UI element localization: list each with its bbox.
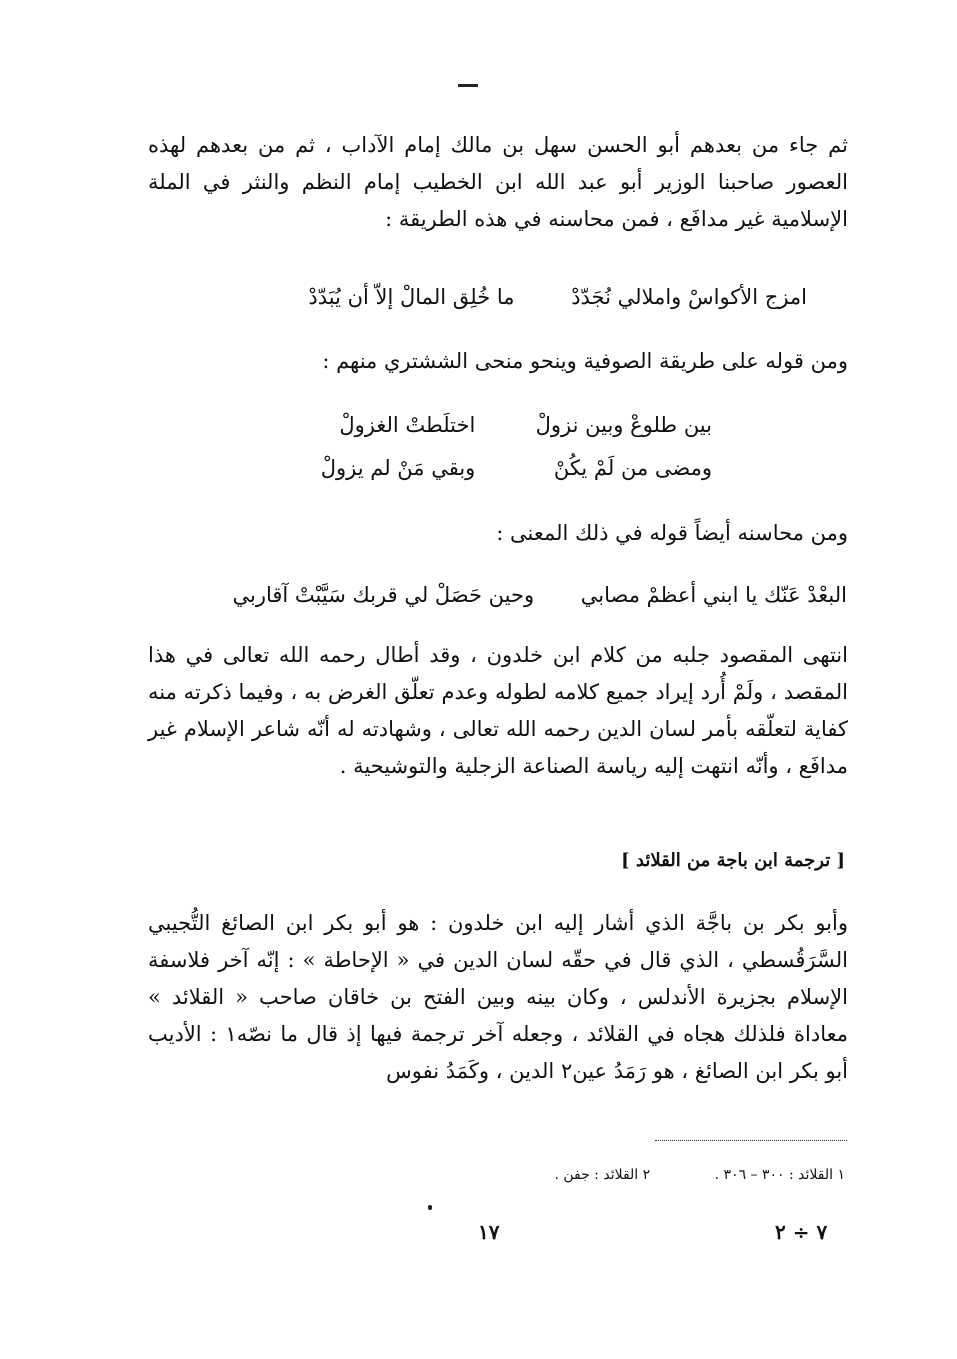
paragraph-text: ومن محاسنه أيضاً قوله في ذلك المعنى : bbox=[496, 521, 848, 545]
paragraph-conclusion bbox=[148, 637, 848, 785]
paragraph-text: وأبو بكر بن باجَّة الذي أشار إليه ابن خلدون : هو أبو بكر ابن الصائغ التُّجيبي السَّرَقُسطي ، الذي قال في حقّه لسان الدين في « الإحاطة » : إنّه آخر فلاسفة الإسلام بجزيرة الأندلس ، وكان بينه وبين الفتح بن خاقان صاحب « القلائد » معاداة فلذلك هجاه في القلائد ، وجعله آخر ترجمة فيها إذ قال ما نصّه١ : الأديب أبو بكر ابن الصائغ ، هو رَمَدُ عين٢ الدين ، وكَمَدُ نفوس bbox=[148, 911, 848, 1083]
paragraph-text: ثم جاء من بعدهم أبو الحسن سهل بن مالك إمام الآداب ، ثم من بعدهم لهذه العصور صاحبنا الوزير أبو عبد الله ابن الخطيب إمام النظم والنثر في الملة الإسلامية غير مدافَع ، فمن محاسنه في هذه الطريقة : bbox=[148, 133, 848, 231]
footnote-2: ٢ القلائد : جفن . bbox=[554, 1167, 651, 1183]
paragraph-text: انتهى المقصود جلبه من كلام ابن خلدون ، وقد أطال رحمه الله تعالى في هذا المقصد ، ولَمْ أُرد إيراد جميع كلامه لطوله وعدم تعلّق الغرض به ، وفيما ذكرته منه كفاية لتعلّقه بأمر لسان الدين رحمه الله تعالى ، وشهادته له أنّه شاعر الإسلام غير مدافَع ، وأنّه انتهت إليه رياسة الصناعة الزجلية والتوشيحية . bbox=[148, 643, 848, 778]
verse-second-hemistich: وبقي مَنْ لم يزولْ bbox=[320, 456, 476, 480]
header-dash bbox=[458, 84, 478, 87]
verse-second-hemistich: اختلَطتْ الغزولْ bbox=[339, 413, 476, 437]
signature-mark: ٧ ÷ ٢ bbox=[775, 1220, 828, 1244]
verse-first-hemistich: امزج الأكواسْ واملالي نُجَدّدْ bbox=[571, 285, 807, 309]
paragraph-intro bbox=[148, 127, 848, 238]
verse-1 bbox=[308, 277, 807, 317]
paragraph-text: ومن قوله على طريقة الصوفية وينحو منحى الششتري منهم : bbox=[322, 349, 848, 373]
verse-2 bbox=[339, 405, 712, 445]
paragraph-also bbox=[148, 515, 848, 552]
page-number: ١٧ bbox=[478, 1220, 500, 1244]
verse-second-hemistich: ما خُلِق المالْ إلاّ أن يُبَدّدْ bbox=[308, 285, 515, 309]
verse-first-hemistich: ومضى من لَمْ يكُنْ bbox=[553, 456, 712, 480]
verse-first-hemistich: بين طلوعْ وبين نزولْ bbox=[535, 413, 712, 437]
verse-first-hemistich: البعْدْ عَنّك يا ابني أعظمْ مصابي bbox=[580, 583, 847, 607]
verse-4 bbox=[232, 575, 847, 615]
footnote-separator bbox=[655, 1140, 847, 1141]
verse-second-hemistich: وحين حَصَلْ لي قربك سَيَّبْتْ آقاربي bbox=[232, 583, 535, 607]
verse-3 bbox=[321, 448, 712, 488]
section-heading: [ ترجمة ابن باجة من القلائد ] bbox=[621, 850, 845, 871]
paragraph-sufi bbox=[148, 343, 848, 380]
footnotes bbox=[554, 1163, 845, 1187]
ink-dot bbox=[428, 1205, 432, 1210]
footnote-1: ١ القلائد : ٣٠٠ – ٣٠٦ . bbox=[714, 1167, 845, 1183]
paragraph-ibn-bajja bbox=[148, 905, 848, 1090]
